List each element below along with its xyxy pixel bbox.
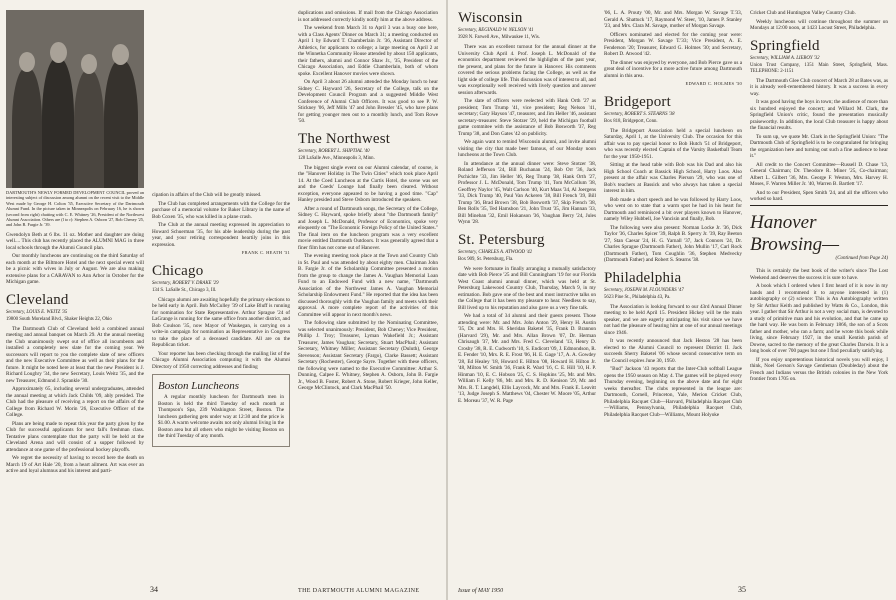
paragraph: Chicago alumni are awaiting hopefully the primary elections to be held early in April. Bob McCulley '39 of Lake Bluff is running for nomination for State Representative. Arthur Sprague '24 of LaGrange is running for the same office from another district, and Bob Coulson '35, now Mayor of Waukegan, is carrying on a write-in campaign for nomination as Representative in Congress to take the place of a deceased candidate. All are on the Republican ticket.: [152, 296, 290, 348]
paragraph: We had a total of 34 alumni and their guests present. Those attending were: Mr. and Mrs. John Anton '29, Henry H. Austin '35, Dr. and Mrs. H. Sheridan Baketel '35, Frank D. Brannon (Harvard '29), Mr. and Mrs. Allan Brown '07, Dr. Herman Chrisaugh '37, Mr. and Mrs. Fred C. Cleveland '13, Henry D. Crosby '38, R. E. Cudworth '10, S. Endicott '09, J. Edmondson, R. E. Fender '10, Mrs. R. E. Frost '06, H. E. Gage '17, A. A. Gowdey '28, Ed Healey '18, Howard E. Hilton '08, Howard H. Hilton Jr. '48, Milton W. Smith '36, Frank R. Ward '16, C. E. Hill '10, H. P. Hinman '10, E. C. Hobson '25, C. S. Hopkins '25, Mr. and Mrs. William F. Kelly '86, Mr. and Mrs. R. D. Kenison '29, Mr. and Mrs. R. T. Langdell, Ellis Laycock, Mr. and Mrs. Frank E. Leavitt '13, Judge Joseph S. Matthews '04, Chester W. Moore '05, Arthur E. Moreau '37, W. R. Page: [458, 313, 596, 404]
running-footer: THE DARTMOUTH ALUMNI MAGAZINE: [298, 588, 420, 594]
secretary-line: Secretary, ROBERT S. STEARNS '38: [604, 111, 675, 117]
paragraph: The Dartmouth Club of Cleveland held a combined annual meeting and annual banquet on March 29. At the annual meeting the Club unanimously swept out of office all incumbents and installed a completely new slate for the coming year. We successors will report to you the complete slate of new officers and the new Executive Committee as well as their plans for the future. It might be noted here at least that the new President is J. Richard Loughry '34, the new Secretary, Louis Weitz '35, and the new Treasurer, Edmund J. Sprankle '30.: [6, 325, 144, 384]
paragraph: All credit to the Concert Committee—Russell D. Chase '13, General Chairman; Dr. Theodore R. Miner '25, Co-chairman; Albert L. Gilbert '36, Mrs. George F. Weston, Mrs. Harvey H. Moses, F. Warren Miller Jr. '40, Warren B. Bartlett '17.: [750, 161, 888, 187]
paragraph: The biggest single event on our Alumni calendar, of course, is the "Hanover Holiday in The Twin Cities" which took place April 14. At the Coed Luncheon at the Curtis Hotel, the scene was set and the Coeds' Lounge had finally been cleared. Without exception, everyone appeared to be having a good time. "Cap" Hanley presided and Steve Osborn introduced the speakers.: [298, 164, 438, 203]
address-line: 128 LaSalle Ave., Minneapolis 3, Minn.: [298, 155, 375, 161]
right-column-2: [604, 10, 742, 420]
address-line: 3928 N. Farwell Ave., Milwaukee 11, Wis.: [458, 35, 540, 40]
paragraph: The following were also present: Norman Locke Jr. '36, Dick Taylor '36, Charles Spicer '39, Ralph B. Sperry Jr. '39, Ray Beeton '27, Stan Caesar '24, H. G. Yarnall '37, Jack Connors '24, Dr. Charles Sprague (Dartmouth Father), John Mullin '17, Carl Rock (Dartmouth Father), Tom Coughlin '36, Stephen Medvecky (Dartmouth Father) and Robert S. Stearns '38.: [604, 224, 742, 263]
running-footer: Issue of MAY 1950: [458, 588, 504, 594]
page-number: 34: [150, 585, 158, 594]
secretary-line: Secretary, CHARLES A. ATWOOD '42: [458, 249, 533, 255]
section-heading-cleveland: Cleveland: [6, 291, 69, 308]
paragraph: The Club has completed arrangements with the College for the purchase of a memorial volume for Baker Library in the name of Bob Coxen '35, who was killed in a plane crash.: [152, 200, 290, 220]
paragraph: Cricket Club and Huntington Valley Country Club.: [750, 10, 856, 16]
paragraph: Weekly luncheons will continue throughout the summer on Mondays at 12:00 noon, at 1423 Locust Street, Philadelphia.: [750, 18, 888, 31]
signature: FRANK C. HEATH '31: [241, 250, 290, 255]
paragraph: In attendance at the annual dinner were: Steve Stotzer '38, Roland Jefferson '24, Bill Buchanan '24, Bob Orr '36, Jack Pschichte '33, Jim Heller '46, Reg Trump '38, Hank Orth '27, Professor J. L. McDonald, Tom Trump '41, Tom McCollum '38, Geoffrey Naylor '45, Walt Carlson '40, Kurt Maas '34, Al Joergens '33, Dick Trump '40, Paul Van Ackeren '38, Bill French '39, Bill Trump '36, Brad Brown '38, Bob Bosworth '37, Skip French '38, Ben Rolls '35, Ted Hamsbon '21, John Trust '35, Jim Hannan '33, Bill Mineban '32, Emil Hokanson '36, Vaughan Berry '24, Jules Wynn '28.: [458, 160, 596, 225]
page-number: 35: [738, 585, 746, 594]
left-column-2: [152, 10, 290, 451]
paragraph: cipation in affairs of the Club will be greatly missed.: [152, 192, 262, 198]
photo-caption: DARTMOUTH'S NEWLY FORMED DEVELOPMENT COUNCIL proved an interesting subject of discussion among alumni on the recent visit to the Middle West made by George H. Colton '35, Executive Secretary of the Dartmouth Alumni Fund. In the picture taken in Minneapolis on February 16, he is shown (second from right) chatting with C. E. Whitney '26, President of the Northwest Alumni Association. Others are (l to r): Stephen A. Osborn '27, Bob Cheney '25, and John B. Fargie Jr. '39.: [6, 190, 144, 228]
paragraph: It was good having the boys in town; the audience of more than six hundred enjoyed the concert; and Willard M. Clark, the Springfield Union's critic, found the presentation musically praiseworthy. In addition, the local Club treasurer is happy about the financial results.: [750, 99, 888, 131]
box-text: A regular monthly luncheon for Dartmouth men in Boston is held the third Tuesday of each month at Thompson's Spa, 239 Washington Street, Boston. The luncheon gathering gets under way at 12:30 and the price is $1.00. A warm welcome awaits not only alumni living in the Boston area but all others who might be visiting Boston on the third Tuesday of any month.: [158, 394, 284, 439]
paragraph: Bob made a short speech and he was followed by Harry Loos, who went on to state that a warm spot he had in his heart for Dartmouth and reminisced a bit over players known to Hanover, namely Wiley Hubbell, Joe Vancisin and finally, Bob.: [604, 196, 742, 222]
boston-luncheons-box: [152, 374, 290, 447]
signature: EDWARD C. HOLMES '30: [685, 81, 742, 86]
paragraph: duplications and omissions. If mail from the Chicago Association is not addressed correctly kindly notify him at the above address.: [298, 10, 438, 23]
paragraph: It was recently announced that Jack Heston '28 has been elected to the Alumni Council to represent District II. Jack succeeds Sherry Baketel '06 whose second consecutive term on the Council expires June 30, 1950.: [604, 338, 742, 364]
section-heading-springfield: Springfield: [750, 37, 820, 54]
paragraph: "Bud" Jackson '43 reports that the Inter-Club softball League opens the 1950 season on May 4. The games will be played every Thursday evening, beginning on the above date and for eight weeks thereafter. The clubs represented in the league are: Dartmouth, Cornell, Princeton, Yale, Merion Cricket Club, Philadelphia Racquet Club—Harvard, Philadelphia Racquet Club—Williams, Pennsylvania, Philadelphia Racquet Club, Philadelphia Racquet Club—Williams, Mount Holyoke: [604, 366, 742, 418]
paragraph: This is certainly the best book of the writer's since The Lost Weekend and deserves the success it is sure to have.: [750, 268, 888, 281]
paragraph: If you enjoy unpretentious historical novels you will enjoy, I think, Noel Gerson's Savage Gentleman (Doubleday) about the French and Indians versus the British colonies in the New York frontier from 1705 on.: [750, 356, 888, 382]
paragraph: Plans are being made to repeat this year the party given by the Club for successful applicants for next fall's freshman class. Tentative plans contemplate that the party will be held at the Cleveland Arena and will consist of a supper followed by attendance at one game of the professional hockey playoffs.: [6, 420, 144, 453]
paragraph: The evening meeting took place at the Town and Country Club in St. Paul and was attended by about eighty men. Chairman John B. Fargie Jr. of the Scholarship Committee presented a motion from the group to change the James A. Vaughan Memorial Loan Fund to an Endowed Fund with a new name, "Dartmouth Association of the Northwest James A. Vaughan Memorial Scholarship Endowment Fund." He reported that the idea has been discussed thoroughly with the Vaughan family and meets with their approval. A more complete report of the activities of this Committee will appear in next month's news.: [298, 253, 438, 318]
paragraph: And to our President, Spen Smith '24, and all the officers who worked so hard.: [750, 189, 888, 202]
address-line: Union Trust Company, 1351 Main Street, Springfield, Mass. TELEPHONE: 2-1151: [750, 62, 888, 74]
section-heading-chicago: Chicago: [152, 262, 204, 279]
paragraph: The slate of officers were reelected with Hank Orth '27 as president; Tom Trump '41, vice president; Reg Nelson '41, secretary; Gary Hayson '47, treasurer, and Jim Heller '46, assistant secretary-treasurer. Steve Stotzer '29, held the Michigan football game commitee with the assistance of Bob Bosworth '37, Reg Trump '38, and Don Gates '42 on publicity.: [458, 98, 596, 137]
left-column-1: [6, 10, 144, 477]
paragraph: Your reporter has been checking through the mailing list of the Chicago Alumni Association computing it with the Alumni Directory of 1950 correcting addresses and finding: [152, 350, 290, 370]
paragraph: The Bridgeport Association held a special luncheon on Saturday, April 1, at the University Club. The occasion for this affair was to pay special honor to Bob Hutch '51 of Bridgeport, who was recently elected Captain of the Varsity Basketball Team for the year 1950-1951.: [604, 127, 742, 160]
paragraph: Our monthly luncheons are continuing on the third Saturday of each month at the Biltmore Hotel and the next special event will be a picnic with wives in July or August. We are also making extensive plans for a CARAVAN to Ann Arbor in October for the Michigan game.: [6, 253, 144, 286]
right-column-3: [750, 10, 888, 385]
secretary-line: Secretary, REGINALD W. NELSON '41: [458, 28, 534, 33]
continued-note: (Continued from Page 24): [835, 255, 888, 261]
paragraph: We were fortunate in finally arranging a mutually satisfactory date with Bob Pierce '25 and Bill Cunningham '19 for our Florida West Coast alumni annual dinner, which was held at St. Petersburg Lakewood Country Club, Thursday, March 9, in my estimation. Bob gave one of the best and most instructive talks on the College that it has been my pleasure to hear. Needless to say, Bill lived up to his reputation and also gave us a very fine talk.: [458, 265, 596, 311]
section-heading-wisconsin: Wisconsin: [458, 10, 523, 26]
paragraph: A book which I ordered when I first heard of it is now in my hands and I recommend it to anyone interested in (1) autobiography or (2) science: This is An Autobiography written by Sir Arthur Keith and published by Watts & Co., London, this year. I gather that Sir Arthur is not a very social man, is devoted to a study of primitive man and his evolution, and that he came up the hard way. He was born in February 1866, the son of a Scots father and mother, who ran a farm; and he wrote this book while living, since February 1927, in the small Kentish parish of Downe, sacred to the memory of the great Charles Darwin. It is a long book of over 700 pages but one I find peculiarly satisfying.: [750, 283, 888, 354]
paragraph: The Dartmouth Glee Club concert of March 28 at Bates was, as it is already well-remembered history. It was a success in every way.: [750, 77, 888, 97]
section-heading-st-petersburg: St. Petersburg: [458, 231, 545, 248]
section-heading-bridgeport: Bridgeport: [604, 93, 671, 110]
address-line: 134 S. LaSalle St., Chicago 3, Ill.: [152, 287, 217, 293]
paragraph: To sum up, we quote Mr. Clark in the Springfield Union: "The Dartmouth Club of Springfield is to be congratulated for bringing the organization here and turning out such a fine audience to hear it.": [750, 133, 888, 159]
paragraph: The Club at the annual meeting expressed its appreciation to Howard Schuerman '35, for his able leadership during the past year, and your retiring correspondent heartily joins in this expression.: [152, 222, 290, 248]
paragraph: After a round of Dartmouth songs, the Secretary of the College, Sidney C. Hayward, spoke briefly about "the Dartmouth family" and Joseph L. McDonald, Professor of Economics, spoke very eloquently on "The Economic Foreign Policy of the United States." The final item on the luncheon program was a very excellent movie entitled Dartmouth Outdoors. It was generally agreed that a finer film has not come out of Hanover.: [298, 205, 438, 251]
right-column-1: [458, 10, 596, 406]
address-line: 19800 South Moreland Blvd., Shaker Heights 22, Ohio: [6, 316, 112, 322]
paragraph: '06, L. A. Prouty '00, Mr. and Mrs. Morgan W. Savage T.'33, Gerald A. Shattuck '17, Raymond W. Steer, '10, James P. Stanley '23, and Mrs. Clara M. Savage, mother of Morgan Savage.: [604, 10, 742, 29]
paragraph: We again want to remind Wisconsin alumni, and invite alumni visiting the city that made beer famous, of our Monday noon luncheons at the Town Club.: [458, 139, 596, 158]
secretary-line: Secretary, WILLIAM A. LIEBOY '32: [750, 55, 820, 61]
divider: [750, 205, 888, 206]
address-line: 5623 Pine St., Philadelphia 43, Pa.: [604, 294, 671, 300]
group-photo: [6, 10, 144, 188]
paragraph: We regret the necessity of having to record here the death on March 19 of Art Hale '20, from a heart ailment. Art was ever an active and loyal alumnus and his interest and parti-: [6, 455, 144, 475]
paragraph: Gwendolyn Beth at 6 lbs. 11 oz. Mother and daughter are doing well.... This club has recently placed the ALUMNI MAG in three local schools through the Alumni Council plan.: [6, 231, 144, 251]
box-title: Boston Luncheons: [158, 380, 239, 392]
section-heading-philadelphia: Philadelphia: [604, 269, 682, 286]
paragraph: The dinner was enjoyed by everyone, and Bob Pierce gave us a great deal of incentive for a more active future among Dartmouth alumni in this area.: [604, 59, 742, 79]
section-heading-northwest: The Northwest: [298, 130, 391, 147]
right-page: [448, 0, 896, 600]
address-line: Box 818, Bridgeport, Conn.: [604, 118, 658, 124]
paragraph: Sitting at the head table with Bob was his Dad and also his High School Coach at Bassick High School, Harry Loos. Also present at the affair was Charles Pierson '29, who was one of Bob's teachers at Bassick and who always has taken a special interest in him.: [604, 162, 742, 194]
paragraph: The weekend from March 31 to April 3 was a busy one here, with a Class Agents' Dinner on March 31; a meeting conducted on April 1 by Edward T. Chamberlain Jr. '36, Assistant Director of Athletics, for applicants to college; a large meeting on April 2 at the Winnetka Community House attended by about 150 applicants, their fathers, alumni and Connor Shaw Jr., '35, President of the Chicago Association, and Eddie Chamberlain, both of whom spoke. Excellent Hanover movies were shown.: [298, 25, 438, 77]
secretary-line: Secretary, ROBERT V. DRAKE '29: [152, 280, 219, 286]
paragraph: On April 3 about 26 alumni attended the Monday lunch to hear Sidney C. Hayward '26, Secretary of the College, talk on the Development Council Program and a suggested Middle West Conference of Alumni Club Officers. It was good to see P. W. Stickney '06, Jeff Mills '47 and John Bressler '45, who have plans for getting younger men out to a monthly lunch, and Tom Rowe '50.: [298, 79, 438, 124]
secretary-line: Secretary, JOSEPH M. FLOUNDERS '47: [604, 287, 684, 293]
secretary-line: Secretary, ROBERT L. SHIPTIAL '40: [298, 148, 370, 154]
secretary-line: Secretary, LOUIS E. WEITZ '35: [6, 309, 68, 315]
paragraph: The Association is looking forward to our 43rd Annual Dinner meeting to be held April 15. President Hickey will be the main speaker, and we are eagerly anticipating his visit since we have not had the pleasure of hearing him at one of our annual meetings since 1946.: [604, 303, 742, 336]
paragraph: The following slate submitted by the Nominating Committee, was selected unanimously: President, Bob Cheney; Vice President, Phillip J. Troy; Treasurer, Lyman Wakefield Jr.; Assistant Treasurer, James Vaughan; Secretary, Stuart MacPhail; Assistant Secretary, Whitney Miller; Assistant Secretary (Duluth), George Stevenson; Assistant Secretary (Fargo), Clarke Bassett; Assistant Secretary (Rochester), George Sayre. Together with these officers, the following were named to the Executive Committee: Arthur S. Dunning, Calpee E. Whitney, Stephen A. Osborn, John B. Fargie Jr., Wood B. Foster, Robert A. Stone, Robert Krieger, John Keller, George McClintock, and Clark MacPhail '50.: [298, 320, 438, 391]
paragraph: Approximately 65, including several undergraduates, attended the annual meeting at which Jack Childs '09, ably presided. The Club had the pleasure of receiving a report on the affairs of the College from Richard W. Morin '26, Executive Officer of the College.: [6, 386, 144, 419]
paragraph: There was an excellent turnout for the annual dinner at the University Club April 4. Prof. Joseph L. McDonald of the economics department reviewed the highlights of the past year, the present, and plans for the future in Hanover. His comments covered the serious problems facing the College, as well as the light side of college life. This discussion was of interest to all, and was exceptionally well received with lively question and answer session afterwards.: [458, 44, 596, 96]
hanover-browsing-title: Hanover Browsing—: [750, 211, 840, 255]
address-line: Box 909, St. Petersburg, Fla.: [458, 256, 514, 262]
left-column-3: [298, 10, 438, 394]
paragraph: Officers nominated and elected for the coming year were: President, Morgan W. Savage T.'33; Vice President, A. E. Fenderson '20; Treasurer, Edward G. Holmes '30; and Secretary, Robert D. Atwood '42.: [604, 31, 742, 57]
